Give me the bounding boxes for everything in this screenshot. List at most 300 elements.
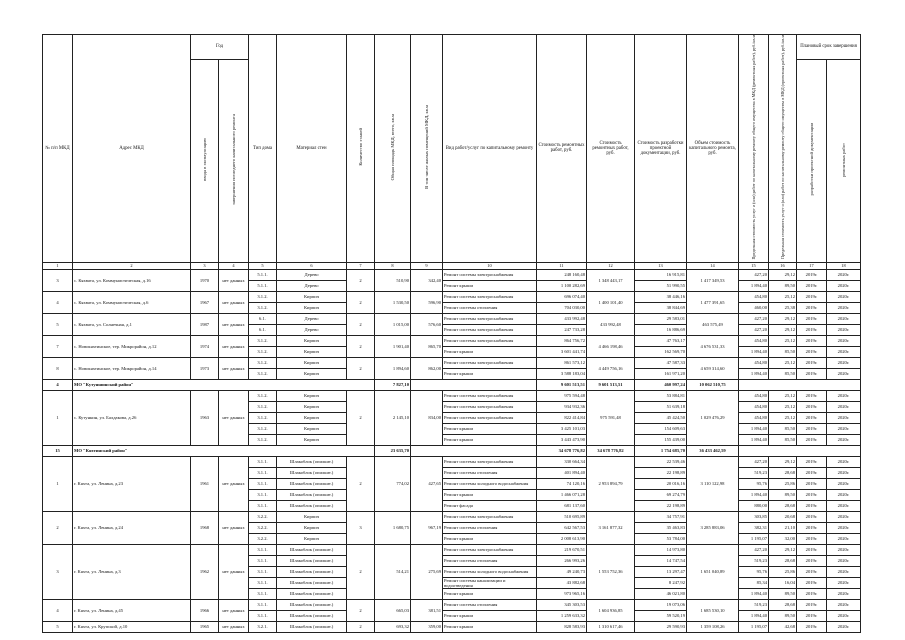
header-work-cost: Стоимость ремонтных работ, руб. [537,35,587,263]
row-area: 2 145,10 [375,390,411,445]
row-planned-design: 2019г. [797,390,827,401]
row-planned-design: 2019г. [797,456,827,467]
row-total: 463 575,49 [687,313,739,335]
row-design: 69 274,79 [635,489,687,500]
row-wall: Шлакоблок (опилкит.) [277,622,347,633]
row-total: 3 110 122,98 [687,456,739,511]
row-house-type: 3.1.2. [249,401,277,412]
row-planned-repair: 2020г. [827,390,861,401]
row-limit1: 427,20 [739,544,769,555]
row-limit2: 25,86 [769,478,797,489]
row-cost2: 433 992,48 [587,313,635,335]
row-house-type: 3.2.1. [249,622,277,633]
row-house-type: 3.1.2. [249,390,277,401]
row-cost: 861 573,12 [537,357,587,368]
capital-repair-table [42,34,861,633]
row-planned-design: 2019г. [797,401,827,412]
row-house-type: 3.1.2. [249,335,277,346]
row-design: 16 886,69 [635,324,687,335]
row-planned-design: 2019г. [797,412,827,423]
row-cost: 3 443 473,90 [537,434,587,445]
row-design: 51 990,55 [635,280,687,291]
row-planned-design: 2019г. [797,335,827,346]
row-limit2: 25,12 [769,412,797,423]
row-address: с. Кутункин, ул. Балдакова, д.26 [73,390,191,445]
row-limit2: 28,68 [769,467,797,478]
row-limit2: 89,50 [769,589,797,600]
row-design: 8 247,92 [635,577,687,588]
row-cost: 401 894,40 [537,467,587,478]
row-cost2: 1 348 443,17 [587,269,635,291]
table-row [43,600,861,611]
header-house-type: Тип дома [249,35,277,263]
row-house-type: 3.1.2. [249,412,277,423]
row-design: 38 446,16 [635,291,687,302]
row-limit2: 85,50 [769,346,797,357]
row-cost: 433 992,48 [537,313,587,324]
row-planned-repair: 2020г. [827,600,861,611]
subtotal-empty [411,379,537,390]
row-planned-repair: 2020г. [827,611,861,622]
row-limit2: 89,50 [769,280,797,291]
row-limit2: 25,12 [769,390,797,401]
row-planned-design: 2019г. [797,589,827,600]
header-planned-repair: ремонтных работ [827,59,861,262]
row-repair-year: нет данных [219,335,249,357]
row-floors: 2 [347,357,375,379]
row-design: 38 844,69 [635,302,687,313]
row-planned-repair: 2020г. [827,589,861,600]
subtotal-design: 1 754 685,70 [635,445,687,456]
row-wall: Кирпич [277,346,347,357]
row-address: с. Кяхвата, ул. Коммунистическая, д.16 [73,269,191,291]
row-design: 53 784,00 [635,533,687,544]
row-work: Ремонт системы электроснабжения [443,335,537,346]
row-address: с. Кяхвата, ул. Коммунистическая, д.6 [73,291,191,313]
row-wall: Шлакоблок (опилкит.) [277,489,347,500]
row-area: 1 530,50 [375,291,411,313]
table-row [43,511,861,522]
row-house-type: 3.1.1. [249,566,277,577]
row-planned-repair: 2020г. [827,456,861,467]
row-planned-design: 2019г. [797,566,827,577]
row-wall: Кирпич [277,368,347,379]
row-house-type: 3.1.2. [249,434,277,445]
row-area: 693,32 [375,622,411,633]
row-floors: 2 [347,390,375,445]
row-total: 4 659 314,60 [687,357,739,379]
row-floors: 2 [347,600,375,622]
row-year: 1973 [191,357,219,379]
row-planned-repair: 2020г. [827,346,861,357]
header-num: № п/п МКД [43,35,73,263]
row-design: 14 973,80 [635,544,687,555]
row-repair-year: нет данных [219,544,249,599]
row-planned-repair: 2020г. [827,478,861,489]
row-planned-design: 2019г. [797,324,827,335]
row-repair-year: нет данных [219,511,249,544]
header-design-cost: Стоимость разработки проектной документации, руб. [635,35,687,263]
column-number: 5 [249,262,277,269]
row-cost: 49 240,73 [537,566,587,577]
row-limit2: 25,86 [769,566,797,577]
row-total: 1 685 530,10 [687,600,739,622]
row-house-type: 5.1.1. [249,269,277,280]
row-limit2: 16,04 [769,577,797,588]
row-house-type: 3.1.2. [249,357,277,368]
row-house-type: 3.1.2. [249,302,277,313]
row-cost2: 1 604 936,85 [587,600,635,622]
row-wall: Кирпич [277,412,347,423]
row-cost2: 1 553 752,36 [587,544,635,599]
row-wall: Шлакоблок (опилкит.) [277,600,347,611]
row-house-type: 3.1.1. [249,589,277,600]
row-planned-design: 2019г. [797,423,827,434]
subtotal-cost2: 34 678 776,82 [587,445,635,456]
row-limit2: 25,12 [769,291,797,302]
table-row [43,335,861,346]
row-year: 1987 [191,313,219,335]
row-limit1: 427,20 [739,269,769,280]
subtotal-label: МО "Кяхтинский район" [73,445,375,456]
row-planned-repair: 2020г. [827,313,861,324]
row-planned-repair: 2020г. [827,511,861,522]
table-row [43,456,861,467]
header-year-group: Год [191,35,249,60]
row-limit1: 1 894,40 [739,611,769,622]
row-design: 45 424,50 [635,412,687,423]
row-year: 1963 [191,390,219,445]
row-limit1: 1 894,40 [739,589,769,600]
row-living: 275,69 [411,544,443,599]
row-floors: 2 [347,269,375,291]
row-floors: 2 [347,544,375,599]
row-total: 1 029 476,29 [687,390,739,445]
row-cost: 3 425 101,03 [537,423,587,434]
row-floors: 2 [347,291,375,313]
row-wall: Кирпич [277,401,347,412]
row-year: 1962 [191,544,219,599]
row-address: г. Кяхта, ул. Ленина, д.45 [73,600,191,622]
row-num: 3 [43,269,73,291]
row-limit1: 454,80 [739,390,769,401]
header-limit-design: Предельная стоимость услуг и (или) работ по капитальному ремонту общего имущества в МКД (проектных работ), руб./кв.м [769,35,797,263]
row-work: Ремонт системы электроснабжения [443,324,537,335]
row-cost: 247 733,28 [537,324,587,335]
column-number: 8 [375,262,411,269]
row-year: 1966 [191,600,219,622]
row-area: 510,90 [375,269,411,291]
row-limit2: 29,12 [769,544,797,555]
row-living: 427,65 [411,456,443,511]
row-work: Ремонт системы канализации и водоотведения [443,577,537,588]
row-planned-design: 2019г. [797,467,827,478]
row-work: Ремонт системы электроснабжения [443,357,537,368]
row-limit1: 427,20 [739,456,769,467]
row-floors: 2 [347,335,375,357]
column-number: 18 [827,262,861,269]
row-address: с. Кяхвата, ул. Солнечная, д.1 [73,313,191,335]
row-cost2: 4 449 756,16 [587,357,635,379]
row-limit1: 1 195,07 [739,622,769,633]
row-house-type: 3.1.1. [249,611,277,622]
row-limit1: 454,80 [739,401,769,412]
row-address: г. Кяхта, ул. Ленина, д.23 [73,456,191,511]
row-limit1: 95,76 [739,478,769,489]
row-design: 46 021,80 [635,589,687,600]
row-wall: Кирпич [277,302,347,313]
row-planned-design: 2019г. [797,346,827,357]
column-number: 11 [537,262,587,269]
row-planned-design: 2019г. [797,489,827,500]
row-design: 47 763,17 [635,335,687,346]
row-wall: Дерево [277,269,347,280]
row-house-type: 3.1.1. [249,555,277,566]
row-cost: 1 100 282,69 [537,280,587,291]
row-limit1: 880,00 [739,500,769,511]
row-planned-design: 2019г. [797,368,827,379]
header-limit-work: Предельная стоимость услуг и (или) работ по капитальному ремонту общего имущества в МКД (ремонтных работ), руб./кв.м [739,35,769,263]
column-number-row [43,262,861,269]
row-planned-repair: 2020г. [827,269,861,280]
row-design: 16 915,81 [635,269,687,280]
row-design: 22 198,89 [635,467,687,478]
row-work: Ремонт системы электроснабжения [443,412,537,423]
row-living: 865,70 [411,335,443,357]
row-planned-repair: 2020г. [827,434,861,445]
row-area: 514,21 [375,544,411,599]
row-wall: Шлакоблок (опилкит.) [277,500,347,511]
row-planned-design: 2019г. [797,313,827,324]
header-work-type: Вид работ/услуг по капитальному ремонту [443,35,537,263]
row-planned-repair: 2020г. [827,335,861,346]
row-wall: Кирпич [277,522,347,533]
row-planned-design: 2019г. [797,522,827,533]
row-total: 1 477 391,65 [687,291,739,313]
row-planned-repair: 2020г. [827,544,861,555]
row-planned-repair: 2020г. [827,324,861,335]
row-work: Ремонт системы электроснабжения [443,456,537,467]
row-num: 4 [43,291,73,313]
row-cost: 43 882,68 [537,577,587,588]
subtotal-empty [411,445,537,456]
row-design: 155 439,00 [635,434,687,445]
row-wall: Шлакоблок (опилкит.) [277,456,347,467]
row-cost: 704 030,00 [537,302,587,313]
row-house-type: 3.1.1. [249,467,277,478]
row-floors: 2 [347,622,375,633]
row-design: 51 639,18 [635,401,687,412]
row-planned-design: 2019г. [797,611,827,622]
row-living: 381,51 [411,600,443,622]
row-planned-repair: 2020г. [827,412,861,423]
row-limit2: 25,38 [769,302,797,313]
row-design: 161 971,20 [635,368,687,379]
row-work: Ремонт крыши [443,368,537,379]
row-cost2: 1 310 617,46 [587,622,635,633]
row-total: 4 676 531,33 [687,335,739,357]
table-row [43,291,861,302]
row-year: 1974 [191,335,219,357]
row-design: 59 520,19 [635,611,687,622]
row-work: Ремонт системы холодного водоснабжения [443,566,537,577]
row-limit2: 32,00 [769,533,797,544]
row-planned-design: 2019г. [797,500,827,511]
row-planned-repair: 2020г. [827,622,861,633]
row-cost: 975 594,48 [537,390,587,401]
row-work: Ремонт крыши [443,434,537,445]
column-number: 6 [277,262,347,269]
row-area: 774,02 [375,456,411,511]
row-num: 3 [43,544,73,599]
table-row [43,313,861,324]
row-limit2: 25,12 [769,401,797,412]
row-cost: 3 588 183,04 [537,368,587,379]
row-cost: 3 601 441,74 [537,346,587,357]
row-limit1: 1 894,40 [739,368,769,379]
row-planned-design: 2019г. [797,357,827,368]
column-number: 10 [443,262,537,269]
subtotal-total: 10 062 510,75 [687,379,739,390]
row-planned-repair: 2020г. [827,500,861,511]
column-number: 2 [73,262,191,269]
row-living: 342,40 [411,269,443,291]
row-num: 4 [43,600,73,622]
row-limit2: 28,68 [769,500,797,511]
row-cost2: 3 161 877,32 [587,511,635,544]
row-num: 5 [43,313,73,335]
table-row [43,544,861,555]
row-cost: 248 160,48 [537,269,587,280]
row-limit2: 85,50 [769,368,797,379]
row-wall: Кирпич [277,335,347,346]
row-work: Ремонт системы отопления [443,555,537,566]
row-house-type: 3.1.1. [249,577,277,588]
row-limit2: 89,50 [769,489,797,500]
column-number: 7 [347,262,375,269]
row-work: Ремонт крыши [443,589,537,600]
row-cost2: 2 953 894,79 [587,456,635,511]
row-cost: 1 259 633,32 [537,611,587,622]
row-year: 1965 [191,622,219,633]
row-planned-repair: 2020г. [827,368,861,379]
header-year-commission: ввода в эксплуатацию [191,59,219,262]
row-limit1: 1 894,40 [739,280,769,291]
row-cost: 681 137,60 [537,500,587,511]
row-design: 22 198,89 [635,500,687,511]
row-limit2: 29,12 [769,269,797,280]
subtotal-row [43,379,861,390]
row-house-type: 3.2.2. [249,511,277,522]
row-year: 1968 [191,511,219,544]
row-limit1: 427,20 [739,313,769,324]
row-limit2: 28,68 [769,600,797,611]
row-wall: Шлакоблок (опилкит.) [277,467,347,478]
row-address: г. Кяхта, ул. Ленина, д.24 [73,511,191,544]
row-limit1: 427,20 [739,324,769,335]
column-number: 13 [635,262,687,269]
row-limit2: 85,50 [769,434,797,445]
row-limit2: 29,12 [769,324,797,335]
row-planned-design: 2019г. [797,280,827,291]
row-total: 1 359 108,26 [687,622,739,633]
row-area: 665,03 [375,600,411,622]
column-number: 9 [411,262,443,269]
row-planned-repair: 2020г. [827,533,861,544]
row-repair-year: нет данных [219,357,249,379]
row-design: 14 747,54 [635,555,687,566]
row-limit2: 28,68 [769,555,797,566]
row-floors: 2 [347,313,375,335]
row-cost2: 1 400 101,40 [587,291,635,313]
row-planned-design: 2019г. [797,291,827,302]
row-house-type: 3.1.2. [249,346,277,357]
row-planned-repair: 2020г. [827,522,861,533]
column-number: 3 [191,262,219,269]
row-limit1: 85,34 [739,577,769,588]
row-cost2: 4 466 198,46 [587,335,635,357]
row-house-type: 3.1.1. [249,478,277,489]
header-floors: Количество этажей [347,35,375,263]
subtotal-area: 23 635,70 [375,445,411,456]
header-address: Адрес МКД [73,35,191,263]
row-work: Ремонт системы холодного водоснабжения [443,478,537,489]
row-wall: Дерево [277,324,347,335]
row-planned-design: 2019г. [797,434,827,445]
row-num: 1 [43,390,73,445]
row-cost: 973 965,16 [537,589,587,600]
subtotal-cost: 9 601 513,51 [537,379,587,390]
row-house-type: 3.1.1. [249,489,277,500]
row-planned-repair: 2020г. [827,489,861,500]
row-wall: Шлакоблок (опилкит.) [277,611,347,622]
subtotal-label: МО "Кутуншинский район" [73,379,375,390]
header-living-area: В том числе жилых помещений МКД, кв.м [411,35,443,263]
row-work: Ремонт системы отопления [443,467,537,478]
row-planned-repair: 2020г. [827,467,861,478]
row-house-type: 3.2.2. [249,533,277,544]
header-total-area: Общая площадь МКД, всего, кв.м [375,35,411,263]
row-cost: 74 120,16 [537,478,587,489]
row-cost: 822 414,84 [537,412,587,423]
row-planned-repair: 2020г. [827,555,861,566]
column-number: 1 [43,262,73,269]
row-planned-design: 2019г. [797,269,827,280]
row-repair-year: нет данных [219,269,249,291]
row-limit1: 460,00 [739,302,769,313]
subtotal-cost: 34 678 776,82 [537,445,587,456]
row-planned-design: 2019г. [797,511,827,522]
row-design: 34 757,91 [635,511,687,522]
row-work: Ремонт крыши [443,611,537,622]
row-planned-repair: 2020г. [827,423,861,434]
row-cost: 828 583,93 [537,622,587,633]
row-work: Ремонт крыши [443,423,537,434]
row-wall: Шлакоблок (опилкит.) [277,555,347,566]
row-area: 1 680,75 [375,511,411,544]
row-area: 1 901,40 [375,335,411,357]
row-cost: 696 074,40 [537,291,587,302]
row-planned-repair: 2020г. [827,302,861,313]
row-wall: Кирпич [277,423,347,434]
row-design: 47 587,33 [635,357,687,368]
row-limit1: 519,23 [739,467,769,478]
row-design: 29 590,93 [635,622,687,633]
row-wall: Шлакоблок (опилкит.) [277,589,347,600]
row-cost: 934 932,36 [537,401,587,412]
row-total: 3 285 883,06 [687,511,739,544]
row-living: 967,19 [411,511,443,544]
